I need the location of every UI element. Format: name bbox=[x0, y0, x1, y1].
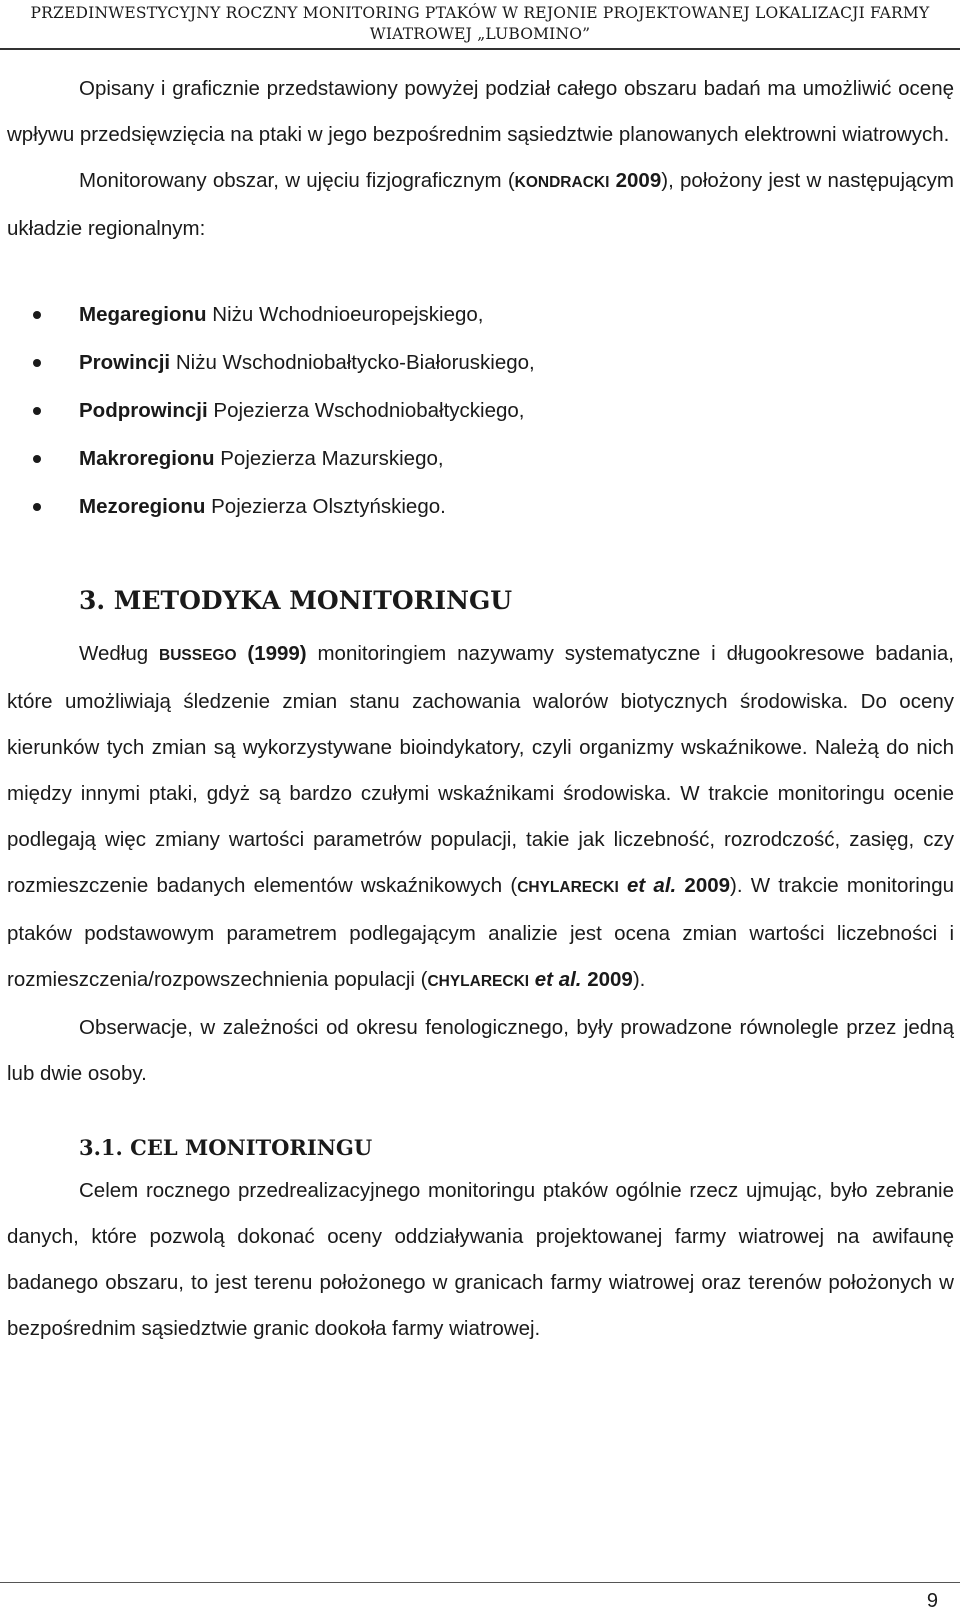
section-3-heading: 3. METODYKA MONITORINGU bbox=[79, 586, 513, 615]
section-3-body bbox=[7, 631, 954, 1097]
intro-paragraph-1: Opisany i graficznie przedstawiony powyżej podział całego obszaru badań ma umożliwić ocenę wpływu przedsięwzięcia na ptaki w jego bezpośrednim sąsiedztwie planowanych elektrowni wiatrowych. bbox=[7, 77, 954, 146]
bullet-icon bbox=[33, 311, 41, 319]
citation-author: KONDRACKI bbox=[514, 174, 610, 191]
region-name: Pojezierza Mazurskiego, bbox=[214, 447, 444, 470]
text-run: ). W trakcie monitoringu ptaków podstawowym parametrem podlegającym analizie jest ocena zmian wartości liczebności i rozmieszczenia/rozpowszechnienia populacji ( bbox=[7, 874, 954, 991]
region-name: Niżu Wchodnioeuropejskiego, bbox=[206, 303, 484, 326]
region-name: Pojezierza Olsztyńskiego. bbox=[205, 495, 446, 518]
citation-etal: et al. bbox=[618, 874, 677, 897]
intro-section bbox=[7, 66, 954, 252]
list-item bbox=[0, 291, 960, 339]
citation-year: 2009 bbox=[676, 874, 731, 897]
bullet-icon bbox=[33, 359, 41, 367]
citation-year: (1999) bbox=[236, 642, 307, 665]
intro-paragraph-2 bbox=[7, 158, 954, 252]
bullet-icon bbox=[33, 503, 41, 511]
region-name: Pojezierza Wschodniobałtyckiego, bbox=[207, 399, 525, 422]
region-term: Makroregionu bbox=[79, 447, 215, 470]
citation-author: CHYLARECKI bbox=[427, 973, 530, 990]
region-name: Niżu Wschodniobałtycko-Białoruskiego, bbox=[170, 351, 535, 374]
intro-p2-end: ), położony jest w następującym układzie regionalnym: bbox=[7, 169, 954, 240]
citation-author: CHYLARECKI bbox=[517, 879, 619, 896]
bullet-icon bbox=[33, 407, 41, 415]
section-3-1-body bbox=[7, 1168, 954, 1352]
region-term: Prowincji bbox=[79, 351, 171, 374]
citation-author: BUSSEGO bbox=[159, 647, 237, 664]
region-term: Megaregionu bbox=[79, 303, 207, 326]
footer-rule bbox=[0, 1582, 960, 1583]
text-run: ). bbox=[632, 968, 646, 991]
citation-etal: et al. bbox=[529, 968, 582, 991]
text-run: monitoringiem nazywamy systematyczne i długookresowe badania, które umożliwiają śledzenie zmian stanu zachowania walorów biotycznych środowiska. Do oceny kierunków tych zmian są wykorzystywane bioindykatory, czyli organizmy wskaźnikowe. Należą do nich między innymi ptaki, gdyż są bardzo czułymi wskaźnikami środowiska. W trakcie monitoringu ocenie podlegają więc zmiany wartości parametrów populacji, takie jak liczebność, rozrodczość, zasięg, czy rozmieszczenie badanych elementów wskaźnikowych ( bbox=[7, 642, 954, 897]
list-item bbox=[0, 435, 960, 483]
citation-year: 2009 bbox=[581, 968, 633, 991]
section-3-paragraph-2: Obserwacje, w zależności od okresu fenologicznego, były prowadzone równolegle przez jedną lub dwie osoby. bbox=[7, 1016, 954, 1085]
intro-p2-start: Monitorowany obszar, w ujęciu fizjograficznym ( bbox=[79, 169, 515, 192]
section-3-paragraph-1 bbox=[7, 631, 954, 1005]
list-item bbox=[0, 339, 960, 387]
section-3-1-paragraph-1: Celem rocznego przedrealizacyjnego monitoringu ptaków ogólnie rzecz ujmując, było zebranie danych, które pozwolą dokonać oceny oddziaływania projektowanej farmy wiatrowej na awifaunę badanego obszaru, to jest terenu położonego w granicach farmy wiatrowej oraz terenów położonych w bezpośrednim sąsiedztwie granic dookoła farmy wiatrowej. bbox=[7, 1179, 954, 1340]
citation-year: 2009 bbox=[609, 169, 662, 192]
region-term: Podprowincji bbox=[79, 399, 208, 422]
text-run: Według bbox=[79, 642, 159, 665]
list-item bbox=[0, 387, 960, 435]
page-number: 9 bbox=[926, 1590, 938, 1612]
section-3-1-heading: 3.1. CEL MONITORINGU bbox=[79, 1135, 373, 1160]
running-header-line-1: PRZEDINWESTYCYJNY ROCZNY MONITORING PTAKÓW W REJONIE PROJEKTOWANEJ LOKALIZACJI FARMY bbox=[30, 4, 930, 22]
running-header-line-2: WIATROWEJ „LUBOMINO” bbox=[369, 25, 591, 43]
bullet-icon bbox=[33, 455, 41, 463]
running-header bbox=[0, 0, 960, 52]
regions-list bbox=[0, 291, 960, 531]
list-item bbox=[0, 483, 960, 531]
region-term: Mezoregionu bbox=[79, 495, 206, 518]
header-rule bbox=[0, 48, 960, 50]
